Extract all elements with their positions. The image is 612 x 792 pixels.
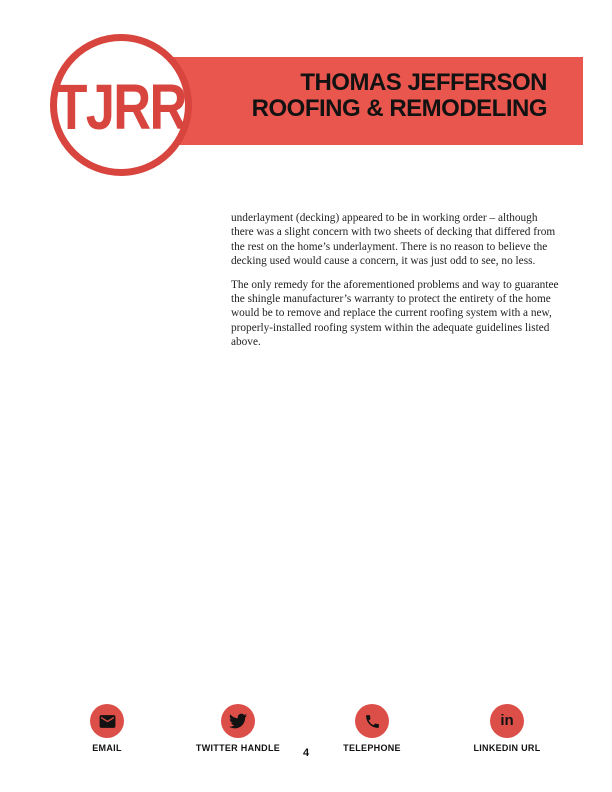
body-line: the rest on the home’s underlayment. There is no reason to believe the: [231, 240, 548, 253]
body-line: above.: [231, 336, 261, 349]
contact-twitter[interactable]: [168, 704, 308, 753]
contact-email[interactable]: [37, 704, 177, 753]
body-paragraph: [231, 211, 559, 269]
email-icon: [90, 704, 124, 738]
body-line: would be to remove and replace the current roofing system with a new,: [231, 307, 552, 320]
body-line: there was a slight concern with two sheets of decking that differed from: [231, 226, 556, 239]
report-body: [231, 211, 559, 350]
company-logo: [50, 34, 192, 176]
page-number: 4: [302, 747, 310, 759]
linkedin-icon-text: in: [500, 711, 514, 729]
contact-linkedin[interactable]: [437, 704, 577, 753]
company-name: [252, 70, 547, 122]
body-line: the shingle manufacturer’s warranty to protect the entirety of the home: [231, 293, 551, 306]
body-line: underlayment (decking) appeared to be in working order – although: [231, 212, 538, 224]
company-name-line1: THOMAS JEFFERSON: [300, 69, 547, 96]
contact-label-telephone: TELEPHONE: [343, 743, 401, 753]
contact-telephone[interactable]: [302, 704, 442, 753]
body-line: decking used would cause a concern, it was just odd to see, no less.: [231, 255, 536, 268]
twitter-icon: [221, 704, 255, 738]
telephone-icon: [355, 704, 389, 738]
body-line: properly-installed roofing system within the adequate guidelines listed: [231, 321, 550, 334]
body-paragraph: [231, 278, 559, 350]
contact-label-linkedin: LINKEDIN URL: [473, 743, 541, 753]
company-name-line2: ROOFING & REMODELING: [251, 95, 547, 122]
logo-monogram: TJRR: [55, 71, 187, 143]
contact-label-twitter: TWITTER HANDLE: [195, 743, 281, 753]
contact-label-email: EMAIL: [92, 743, 122, 753]
linkedin-icon: [490, 704, 524, 738]
header-banner: [168, 57, 583, 145]
body-line: The only remedy for the aforementioned problems and way to guarantee: [231, 278, 559, 291]
